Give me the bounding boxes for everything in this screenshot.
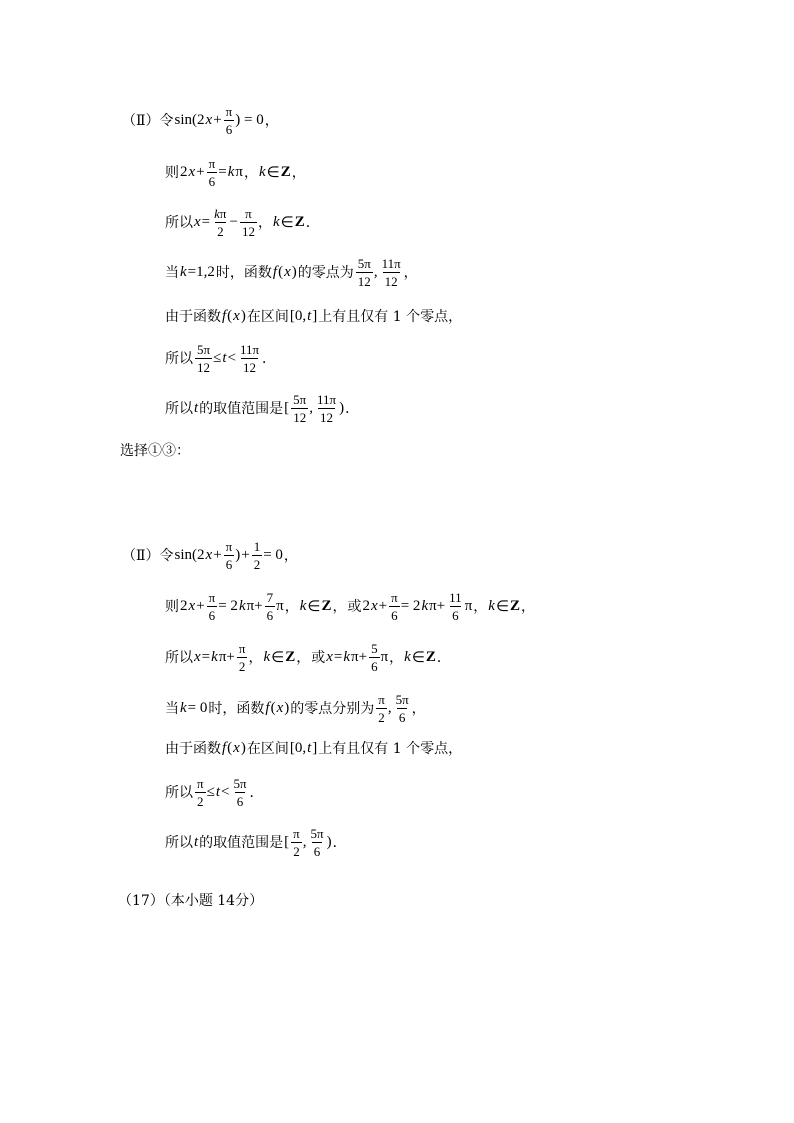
fraction-pi-2: $\frac{\pi}{2}$ [378,691,385,725]
fraction-5pi-6: $\frac{5\pi}{6}$ [233,775,247,809]
choose-1-3: 选择①③： [120,443,190,459]
fraction-pi-6: $\frac{\pi}{6}$ [225,538,233,572]
p2-line-4: 当 k = 0 时，函数 f ( x ) 的零点分别为 $\frac{\pi}{2}$ , $\frac{5\pi}{6}$ ， [165,691,426,725]
fraction-pi-2: $\frac{\pi}{2}$ [197,775,204,809]
p1-line-4: 当 k =1,2 时，函数 f ( x ) 的零点为 $\frac{5\pi}{12}$ , $\frac{11\pi}{12}$ ， [165,255,418,289]
fraction-5pi-12: $\frac{5\pi}{12}$ [357,255,371,289]
fraction-pi-6: $\frac{\pi}{6}$ [208,589,216,623]
fraction-pi-2: $\frac{\pi}{2}$ [293,825,300,859]
p2-line-6: 所以 $\frac{\pi}{2}$ ≤ t < $\frac{5\pi}{6}$ ． [165,775,264,809]
fraction-pi-12: $\frac{\pi}{12}$ [241,205,255,239]
fraction-7-6: $\frac{7}{6}$ [266,589,274,623]
p2-line-5: 由于函数 f ( x ) 在区间 [0, t ] 上有且仅有 1 个零点， [165,739,463,757]
p1-line-1: （Ⅱ）令 sin(2 x + $\frac{\pi}{6}$ ) = 0 ， [122,103,279,137]
p1-line-5: 由于函数 f ( x ) 在区间 [0, t ] 上有且仅有 1 个零点， [165,307,463,325]
p1-line-7: 所以 t 的取值范围是 [ $\frac{5\pi}{12}$ , $\frac{11\pi}{12}$ ) ． [165,391,360,425]
p2-line-2: 则 2 x + $\frac{\pi}{6}$ = 2 k π+ $\frac{7}{6}$ π ， k ∈ Z ， 或 2 x + $\frac{\pi}{6}$ = 2 k π+ $\frac{11}{6}$ π ， k ∈ Z ， [165,589,536,623]
p1-line-2: 则 2 x + $\frac{\pi}{6}$ = k π ， k ∈ Z ， [165,155,306,189]
fraction-pi-6: $\frac{\pi}{6}$ [225,103,233,137]
p1-line-6: 所以 $\frac{5\pi}{12}$ ≤ t < $\frac{11\pi}{12}$ ． [165,341,277,375]
fraction-11pi-12: $\frac{11\pi}{12}$ [381,255,401,289]
fraction-11pi-12: $\frac{11\pi}{12}$ [317,391,337,425]
p2-line-3: 所以 x = k π+ $\frac{\pi}{2}$ ， k ∈ Z ， 或 x = k π+ $\frac{5}{6}$ π ， k ∈ Z ． [165,640,451,674]
fraction-pi-2: $\frac{\pi}{2}$ [238,640,246,674]
fraction-pi-6: $\frac{\pi}{6}$ [208,155,216,189]
fraction-5pi-6: $\frac{5\pi}{6}$ [395,691,409,725]
fraction-1-2: $\frac{1}{2}$ [253,538,261,572]
fraction-11-6: $\frac{11}{6}$ [449,589,462,623]
sin-text: sin(2 [174,111,205,128]
p1-line-3: 所以 x = $\frac{k\pi}{2}$ − $\frac{\pi}{12}$ ， k ∈ Z ． [165,205,320,239]
fraction-5-6: $\frac{5}{6}$ [371,640,378,674]
fraction-5pi-12: $\frac{5\pi}{12}$ [293,391,307,425]
fraction-11pi-12: $\frac{11\pi}{12}$ [239,341,260,375]
fraction-kpi-2: $\frac{k\pi}{2}$ [214,205,227,239]
fraction-pi-6: $\frac{\pi}{6}$ [391,589,398,623]
question-17-heading: （17）（本小题 14分） [118,893,264,909]
fraction-5pi-6: $\frac{5\pi}{6}$ [310,825,324,859]
fraction-5pi-12: $\frac{5\pi}{12}$ [197,341,211,375]
p2-line-1: （Ⅱ）令 sin(2 x + $\frac{\pi}{6}$ ) + $\frac{1}{2}$ = 0 ， [122,538,298,572]
p2-line-7: 所以 t 的取值范围是 [ $\frac{\pi}{2}$ , $\frac{5\pi}{6}$ ) ． [165,825,347,859]
